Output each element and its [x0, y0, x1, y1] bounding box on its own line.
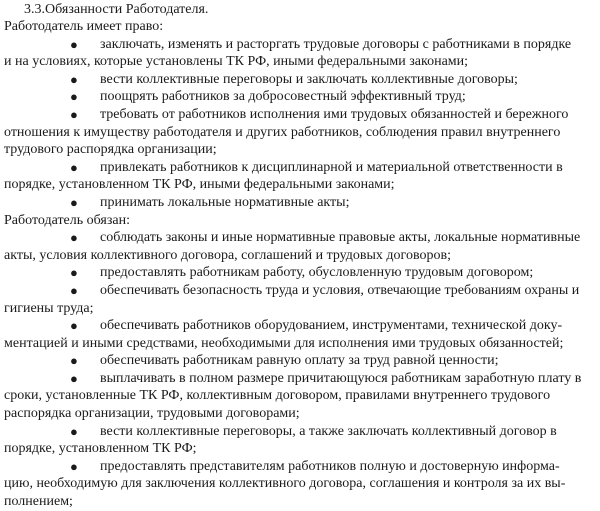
- bullet-icon: ●: [70, 106, 78, 122]
- bullet-icon: ●: [70, 89, 78, 105]
- section-heading: Работодатель имеет право:: [4, 19, 164, 34]
- list-item-text: поощрять работников за добросовестный эффективный труд;: [100, 89, 466, 105]
- list-item-text: предоставлять представителям работников полную и достоверную информа-: [100, 458, 560, 474]
- list-item: [2, 352, 598, 370]
- list-item-text: обеспечивать работников оборудованием, инструментами, технической доку-: [100, 318, 563, 334]
- list-item: [2, 194, 598, 212]
- list-item-text: ментацией и иными средствами, необходимыми для исполнения ими трудовых обязанностей;: [4, 335, 564, 351]
- list-item-text: сроки, установленные ТК РФ, коллективным договором, правилами внутреннего трудового: [4, 388, 551, 404]
- bullet-icon: ●: [70, 159, 78, 175]
- list-item-text: и на условиях, которые установлены ТК РФ, иными федеральными законами;: [4, 54, 469, 70]
- list-item-text: вести коллективные переговоры и заключать коллективные договоры;: [100, 71, 518, 87]
- list-item-text: акты, условия коллективного договора, соглашений и трудовых договоров;: [4, 247, 451, 263]
- list-item-text: соблюдать законы и иные нормативные правовые акты, локальные нормативные: [100, 230, 581, 246]
- list-item-text: порядке, установленном ТК РФ, иными федеральными законами;: [4, 177, 395, 193]
- list-item-text: принимать локальные нормативные акты;: [100, 194, 350, 210]
- list-item: [2, 370, 598, 423]
- list-item: [2, 458, 598, 511]
- list-item-text: цию, необходимую для заключения коллективного договора, соглашения и контроля за их вы-: [4, 476, 566, 492]
- list-item: [2, 36, 598, 71]
- bullet-icon: ●: [70, 194, 78, 210]
- list-item: [2, 423, 598, 458]
- bullet-icon: ●: [70, 265, 78, 281]
- list-item-text: гигиены труда;: [4, 300, 94, 316]
- list-item: [2, 282, 598, 317]
- list-item-text: обеспечивать безопасность труда и условия, отвечающие требованиям охраны и: [100, 282, 580, 298]
- list-item-text: обеспечивать работникам равную оплату за труд равной ценности;: [100, 353, 499, 369]
- bullet-icon: ●: [70, 36, 78, 52]
- list-item: [2, 88, 598, 106]
- list-item: [2, 264, 598, 282]
- list-item: [2, 106, 598, 159]
- bullet-icon: ●: [70, 370, 78, 386]
- list-item-text: трудового распорядка организации;: [4, 142, 217, 158]
- list-item-text: вести коллективные переговоры, а также заключать коллективный договор в: [100, 423, 557, 439]
- list-item-text: привлекать работников к дисциплинарной и материальной ответственности в: [100, 159, 563, 175]
- bullet-icon: ●: [70, 282, 78, 298]
- list-item: [2, 229, 598, 264]
- document-body: [2, 18, 598, 511]
- list-item-text: предоставлять работникам работу, обусловленную трудовым договором;: [100, 265, 534, 281]
- list-item-text: отношения к имуществу работодателя и других работников, соблюдения правил внутреннего: [4, 124, 561, 140]
- list-item: [2, 71, 598, 89]
- list-item: [2, 159, 598, 194]
- bullet-icon: ●: [70, 353, 78, 369]
- bullet-icon: ●: [70, 71, 78, 87]
- section-heading: Работодатель обязан:: [4, 212, 130, 228]
- bullet-icon: ●: [70, 230, 78, 246]
- list-item-text: порядке, установленном ТК РФ;: [4, 441, 197, 457]
- list-item-text: выплачивать в полном размере причитающуюся работникам заработную плату в: [100, 370, 582, 386]
- list-item-text: распорядка организации, трудовыми договорами;: [4, 406, 300, 422]
- list-item-text: заключать, изменять и расторгать трудовые договоры с работниками в порядке: [100, 36, 572, 52]
- section-title: 3.3.Обязанности Работодателя.: [24, 2, 209, 17]
- list-item: [2, 317, 598, 352]
- bullet-icon: ●: [70, 318, 78, 334]
- bullet-icon: ●: [70, 458, 78, 474]
- list-item-text: полнением;: [4, 494, 73, 510]
- bullet-icon: ●: [70, 423, 78, 439]
- list-item-text: требовать от работников исполнения ими трудовых обязанностей и бережного: [100, 106, 569, 122]
